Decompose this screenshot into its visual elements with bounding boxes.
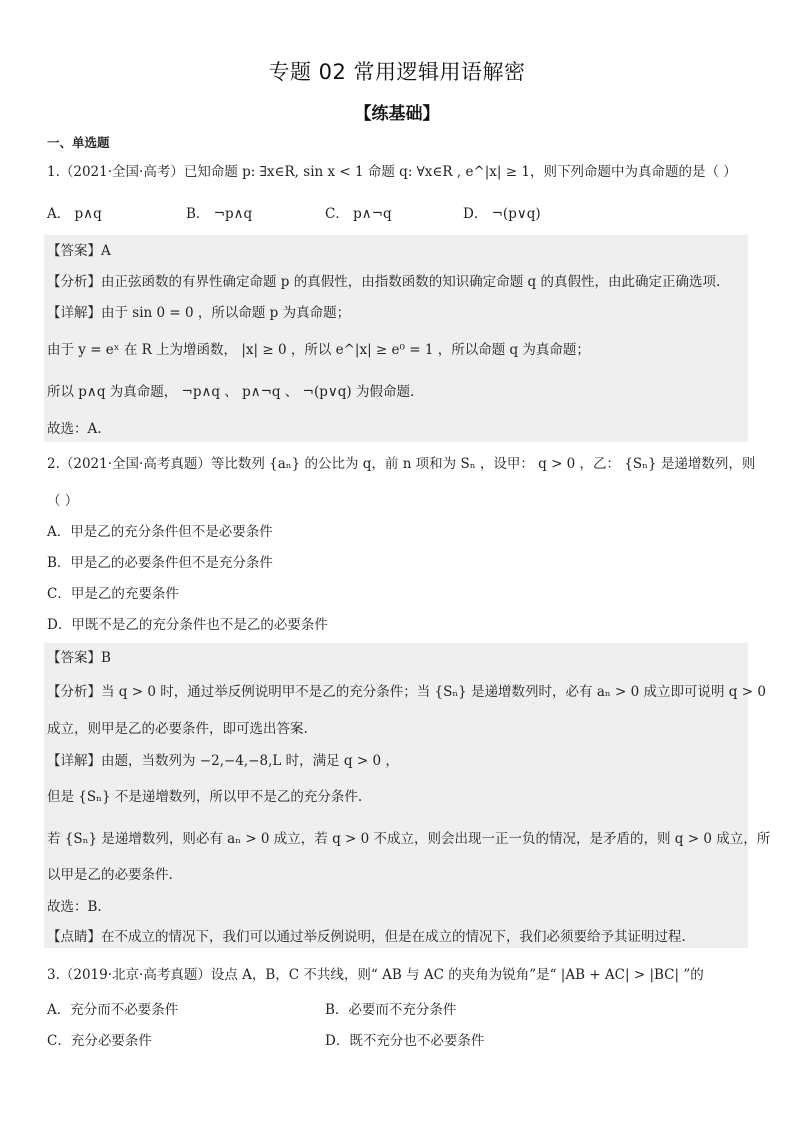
- question-2-remark: 【点睛】在不成立的情况下，我们可以通过举反例说明，但是在成立的情况下，我们必须要给予其证明过程.: [47, 929, 686, 945]
- question-2-detail-3-line-1: 若 {Sₙ} 是递增数列，则必有 aₙ > 0 成立，若 q > 0 不成立，则会出现一正一负的情况，是矛盾的，则 q > 0 成立，所: [47, 831, 771, 847]
- question-1-option-b: B． ¬p∧q: [186, 206, 253, 222]
- question-3-option-a: A．充分而不必要条件: [47, 1002, 179, 1018]
- question-1-answer-block: [44, 235, 748, 442]
- question-1-detail-1: 【详解】由于 sin 0 = 0 ，所以命题 p 为真命题；: [47, 305, 351, 321]
- question-1-option-a: A． p∧q: [47, 206, 102, 222]
- question-3-option-c: C．充分必要条件: [47, 1033, 152, 1049]
- question-2-answer: 【答案】B: [47, 650, 111, 666]
- question-3-option-b: B．必要而不充分条件: [325, 1002, 457, 1018]
- page-title: 专题 02 常用逻辑用语解密: [268, 60, 526, 84]
- question-2-analysis-line-1: 【分析】当 q > 0 时，通过举反例说明甲不是乙的充分条件；当 {Sₙ} 是递增数列时，必有 aₙ > 0 成立即可说明 q > 0: [47, 684, 766, 700]
- question-3-stem: 3.（2019·北京·高考真题）设点 A，B，C 不共线，则“ AB 与 AC 的夹角为锐角”是“ |AB + AC| > |BC| ”的: [47, 967, 704, 983]
- page-subtitle: 【练基础】: [354, 104, 440, 124]
- question-2-stem-line-2: （ ）: [47, 493, 79, 509]
- question-1-conclusion: 故选：A.: [47, 421, 102, 437]
- question-2-answer-block: [44, 643, 771, 948]
- question-1-option-c: C． p∧¬q: [325, 206, 392, 222]
- question-1-analysis: 【分析】由正弦函数的有界性确定命题 p 的真假性，由指数函数的知识确定命题 q 的真假性，由此确定正确选项.: [47, 274, 721, 290]
- question-1-detail-2: 由于 y = eˣ 在 R 上为增函数， |x| ≥ 0 ，所以 e^|x| ≥ e⁰ = 1 ，所以命题 q 为真命题；: [47, 342, 590, 358]
- question-2-option-a: A．甲是乙的充分条件但不是必要条件: [47, 524, 273, 540]
- question-2-option-c: C．甲是乙的充要条件: [47, 586, 179, 602]
- question-2-analysis-line-2: 成立，则甲是乙的必要条件，即可选出答案.: [47, 721, 308, 737]
- question-1-answer: 【答案】A: [47, 243, 111, 259]
- question-2-detail-2: 但是 {Sₙ} 不是递增数列，所以甲不是乙的充分条件.: [47, 789, 363, 805]
- question-2-stem-line-1: 2.（2021·全国·高考真题）等比数列 {aₙ} 的公比为 q，前 n 项和为 Sₙ ，设甲： q > 0 ，乙： {Sₙ} 是递增数列，则: [47, 456, 756, 472]
- question-1-stem: 1.（2021·全国·高考）已知命题 p: ∃x∈R, sin x < 1 命题 q: ∀x∈R , e^|x| ≥ 1，则下列命题中为真命题的是（ ）: [47, 164, 737, 180]
- question-2-option-d: D．甲既不是乙的充分条件也不是乙的必要条件: [47, 617, 328, 633]
- section-heading: 一、单选题: [47, 135, 110, 150]
- question-1-detail-3: 所以 p∧q 为真命题， ¬p∧q 、 p∧¬q 、 ¬(p∨q) 为假命题.: [47, 384, 415, 400]
- question-1-option-d: D． ¬(p∨q): [463, 206, 541, 222]
- question-2-detail-3-line-2: 以甲是乙的必要条件.: [47, 867, 173, 883]
- question-2-detail-1: 【详解】由题，当数列为 −2,−4,−8,L 时，满足 q > 0 ，: [47, 753, 399, 769]
- question-3-option-d: D．既不充分也不必要条件: [325, 1033, 485, 1049]
- question-2-option-b: B．甲是乙的必要条件但不是充分条件: [47, 555, 273, 571]
- question-2-conclusion: 故选：B.: [47, 899, 102, 915]
